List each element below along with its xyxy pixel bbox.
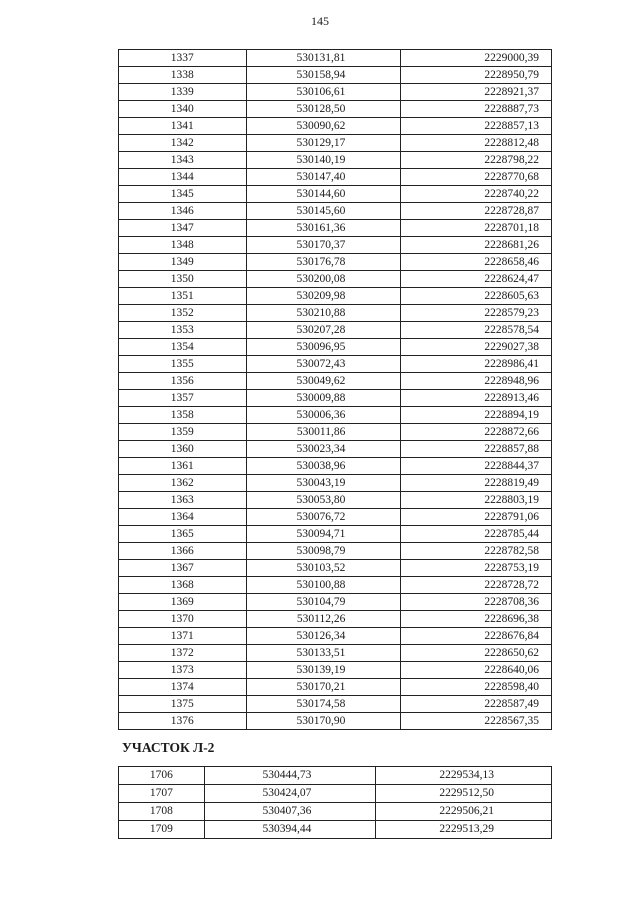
table-row [119, 645, 552, 662]
x-coordinate-cell: 530207,28 [246, 322, 401, 339]
point-number-cell: 1350 [119, 271, 247, 288]
table-row [119, 67, 552, 84]
point-number-cell: 1364 [119, 509, 247, 526]
x-coordinate-cell: 530090,62 [246, 118, 401, 135]
y-coordinate-cell: 2228701,18 [401, 220, 552, 237]
table-row [119, 785, 552, 803]
y-coordinate-cell: 2228894,19 [401, 407, 552, 424]
table-row [119, 135, 552, 152]
table-row [119, 594, 552, 611]
table-row [119, 118, 552, 135]
point-number-cell: 1346 [119, 203, 247, 220]
point-number-cell: 1337 [119, 50, 247, 67]
x-coordinate-cell: 530158,94 [246, 67, 401, 84]
y-coordinate-cell: 2228753,19 [401, 560, 552, 577]
x-coordinate-cell: 530444,73 [204, 767, 376, 785]
table-row [119, 767, 552, 785]
point-number-cell: 1375 [119, 696, 247, 713]
y-coordinate-cell: 2228605,63 [401, 288, 552, 305]
coordinates-table-body [119, 50, 552, 730]
table-row [119, 271, 552, 288]
point-number-cell: 1338 [119, 67, 247, 84]
x-coordinate-cell: 530170,21 [246, 679, 401, 696]
y-coordinate-cell: 2228819,49 [401, 475, 552, 492]
x-coordinate-cell: 530407,36 [204, 803, 376, 821]
x-coordinate-cell: 530140,19 [246, 152, 401, 169]
point-number-cell: 1361 [119, 458, 247, 475]
table-row [119, 526, 552, 543]
y-coordinate-cell: 2228782,58 [401, 543, 552, 560]
point-number-cell: 1706 [119, 767, 205, 785]
x-coordinate-cell: 530144,60 [246, 186, 401, 203]
table-row [119, 560, 552, 577]
table-row [119, 407, 552, 424]
point-number-cell: 1357 [119, 390, 247, 407]
point-number-cell: 1360 [119, 441, 247, 458]
table-row [119, 101, 552, 118]
point-number-cell: 1367 [119, 560, 247, 577]
x-coordinate-cell: 530053,80 [246, 492, 401, 509]
point-number-cell: 1358 [119, 407, 247, 424]
table-row [119, 441, 552, 458]
table-row [119, 803, 552, 821]
table-row [119, 186, 552, 203]
table-row [119, 475, 552, 492]
x-coordinate-cell: 530096,95 [246, 339, 401, 356]
y-coordinate-cell: 2228728,72 [401, 577, 552, 594]
y-coordinate-cell: 2228913,46 [401, 390, 552, 407]
table-row [119, 543, 552, 560]
x-coordinate-cell: 530209,98 [246, 288, 401, 305]
table-row [119, 305, 552, 322]
y-coordinate-cell: 2228650,62 [401, 645, 552, 662]
table-row [119, 628, 552, 645]
point-number-cell: 1372 [119, 645, 247, 662]
point-number-cell: 1368 [119, 577, 247, 594]
section-coordinates-table [118, 766, 552, 839]
x-coordinate-cell: 530023,34 [246, 441, 401, 458]
y-coordinate-cell: 2229534,13 [376, 767, 552, 785]
table-row [119, 458, 552, 475]
table-row [119, 509, 552, 526]
point-number-cell: 1373 [119, 662, 247, 679]
table-row [119, 713, 552, 730]
point-number-cell: 1352 [119, 305, 247, 322]
point-number-cell: 1351 [119, 288, 247, 305]
point-number-cell: 1349 [119, 254, 247, 271]
y-coordinate-cell: 2228696,38 [401, 611, 552, 628]
point-number-cell: 1354 [119, 339, 247, 356]
y-coordinate-cell: 2228791,06 [401, 509, 552, 526]
x-coordinate-cell: 530126,34 [246, 628, 401, 645]
table-row [119, 696, 552, 713]
y-coordinate-cell: 2228921,37 [401, 84, 552, 101]
table-row [119, 237, 552, 254]
point-number-cell: 1342 [119, 135, 247, 152]
x-coordinate-cell: 530043,19 [246, 475, 401, 492]
y-coordinate-cell: 2229512,50 [376, 785, 552, 803]
point-number-cell: 1355 [119, 356, 247, 373]
x-coordinate-cell: 530131,81 [246, 50, 401, 67]
x-coordinate-cell: 530038,96 [246, 458, 401, 475]
table-row [119, 220, 552, 237]
y-coordinate-cell: 2228770,68 [401, 169, 552, 186]
table-row [119, 492, 552, 509]
point-number-cell: 1341 [119, 118, 247, 135]
table-row [119, 339, 552, 356]
coordinates-table [118, 49, 552, 730]
y-coordinate-cell: 2228812,48 [401, 135, 552, 152]
section-heading: УЧАСТОК Л-2 [122, 740, 215, 755]
y-coordinate-cell: 2228887,73 [401, 101, 552, 118]
table-row [119, 679, 552, 696]
y-coordinate-cell: 2228579,23 [401, 305, 552, 322]
table-row [119, 84, 552, 101]
x-coordinate-cell: 530174,58 [246, 696, 401, 713]
x-coordinate-cell: 530006,36 [246, 407, 401, 424]
point-number-cell: 1708 [119, 803, 205, 821]
x-coordinate-cell: 530103,52 [246, 560, 401, 577]
x-coordinate-cell: 530094,71 [246, 526, 401, 543]
point-number-cell: 1359 [119, 424, 247, 441]
x-coordinate-cell: 530170,90 [246, 713, 401, 730]
x-coordinate-cell: 530170,37 [246, 237, 401, 254]
table-row [119, 390, 552, 407]
y-coordinate-cell: 2228803,19 [401, 492, 552, 509]
point-number-cell: 1363 [119, 492, 247, 509]
table-row [119, 821, 552, 839]
y-coordinate-cell: 2228587,49 [401, 696, 552, 713]
point-number-cell: 1353 [119, 322, 247, 339]
table-row [119, 662, 552, 679]
y-coordinate-cell: 2228844,37 [401, 458, 552, 475]
y-coordinate-cell: 2228624,47 [401, 271, 552, 288]
x-coordinate-cell: 530147,40 [246, 169, 401, 186]
x-coordinate-cell: 530049,62 [246, 373, 401, 390]
y-coordinate-cell: 2229513,29 [376, 821, 552, 839]
point-number-cell: 1362 [119, 475, 247, 492]
table-row [119, 288, 552, 305]
y-coordinate-cell: 2229000,39 [401, 50, 552, 67]
point-number-cell: 1356 [119, 373, 247, 390]
y-coordinate-cell: 2228728,87 [401, 203, 552, 220]
x-coordinate-cell: 530139,19 [246, 662, 401, 679]
table-row [119, 254, 552, 271]
y-coordinate-cell: 2228785,44 [401, 526, 552, 543]
point-number-cell: 1345 [119, 186, 247, 203]
y-coordinate-cell: 2228740,22 [401, 186, 552, 203]
y-coordinate-cell: 2229506,21 [376, 803, 552, 821]
point-number-cell: 1344 [119, 169, 247, 186]
x-coordinate-cell: 530076,72 [246, 509, 401, 526]
x-coordinate-cell: 530112,26 [246, 611, 401, 628]
table-row [119, 577, 552, 594]
y-coordinate-cell: 2228948,96 [401, 373, 552, 390]
table-row [119, 356, 552, 373]
x-coordinate-cell: 530200,08 [246, 271, 401, 288]
table-row [119, 169, 552, 186]
table-row [119, 50, 552, 67]
x-coordinate-cell: 530210,88 [246, 305, 401, 322]
point-number-cell: 1366 [119, 543, 247, 560]
y-coordinate-cell: 2228640,06 [401, 662, 552, 679]
y-coordinate-cell: 2228872,66 [401, 424, 552, 441]
point-number-cell: 1374 [119, 679, 247, 696]
point-number-cell: 1376 [119, 713, 247, 730]
y-coordinate-cell: 2228578,54 [401, 322, 552, 339]
x-coordinate-cell: 530128,50 [246, 101, 401, 118]
point-number-cell: 1347 [119, 220, 247, 237]
y-coordinate-cell: 2228986,41 [401, 356, 552, 373]
x-coordinate-cell: 530009,88 [246, 390, 401, 407]
x-coordinate-cell: 530100,88 [246, 577, 401, 594]
point-number-cell: 1343 [119, 152, 247, 169]
point-number-cell: 1365 [119, 526, 247, 543]
y-coordinate-cell: 2228658,46 [401, 254, 552, 271]
x-coordinate-cell: 530011,86 [246, 424, 401, 441]
x-coordinate-cell: 530098,79 [246, 543, 401, 560]
x-coordinate-cell: 530129,17 [246, 135, 401, 152]
x-coordinate-cell: 530072,43 [246, 356, 401, 373]
x-coordinate-cell: 530104,79 [246, 594, 401, 611]
x-coordinate-cell: 530424,07 [204, 785, 376, 803]
y-coordinate-cell: 2228708,36 [401, 594, 552, 611]
point-number-cell: 1371 [119, 628, 247, 645]
y-coordinate-cell: 2229027,38 [401, 339, 552, 356]
point-number-cell: 1707 [119, 785, 205, 803]
y-coordinate-cell: 2228857,88 [401, 441, 552, 458]
point-number-cell: 1339 [119, 84, 247, 101]
x-coordinate-cell: 530176,78 [246, 254, 401, 271]
y-coordinate-cell: 2228950,79 [401, 67, 552, 84]
y-coordinate-cell: 2228567,35 [401, 713, 552, 730]
x-coordinate-cell: 530145,60 [246, 203, 401, 220]
y-coordinate-cell: 2228798,22 [401, 152, 552, 169]
x-coordinate-cell: 530106,61 [246, 84, 401, 101]
table-row [119, 373, 552, 390]
y-coordinate-cell: 2228598,40 [401, 679, 552, 696]
y-coordinate-cell: 2228681,26 [401, 237, 552, 254]
table-row [119, 611, 552, 628]
table-row [119, 322, 552, 339]
y-coordinate-cell: 2228857,13 [401, 118, 552, 135]
x-coordinate-cell: 530133,51 [246, 645, 401, 662]
y-coordinate-cell: 2228676,84 [401, 628, 552, 645]
point-number-cell: 1340 [119, 101, 247, 118]
point-number-cell: 1348 [119, 237, 247, 254]
table-row [119, 203, 552, 220]
section-coordinates-table-body [119, 767, 552, 839]
point-number-cell: 1370 [119, 611, 247, 628]
point-number-cell: 1709 [119, 821, 205, 839]
x-coordinate-cell: 530394,44 [204, 821, 376, 839]
table-row [119, 152, 552, 169]
table-row [119, 424, 552, 441]
page-number: 145 [311, 14, 329, 28]
x-coordinate-cell: 530161,36 [246, 220, 401, 237]
point-number-cell: 1369 [119, 594, 247, 611]
